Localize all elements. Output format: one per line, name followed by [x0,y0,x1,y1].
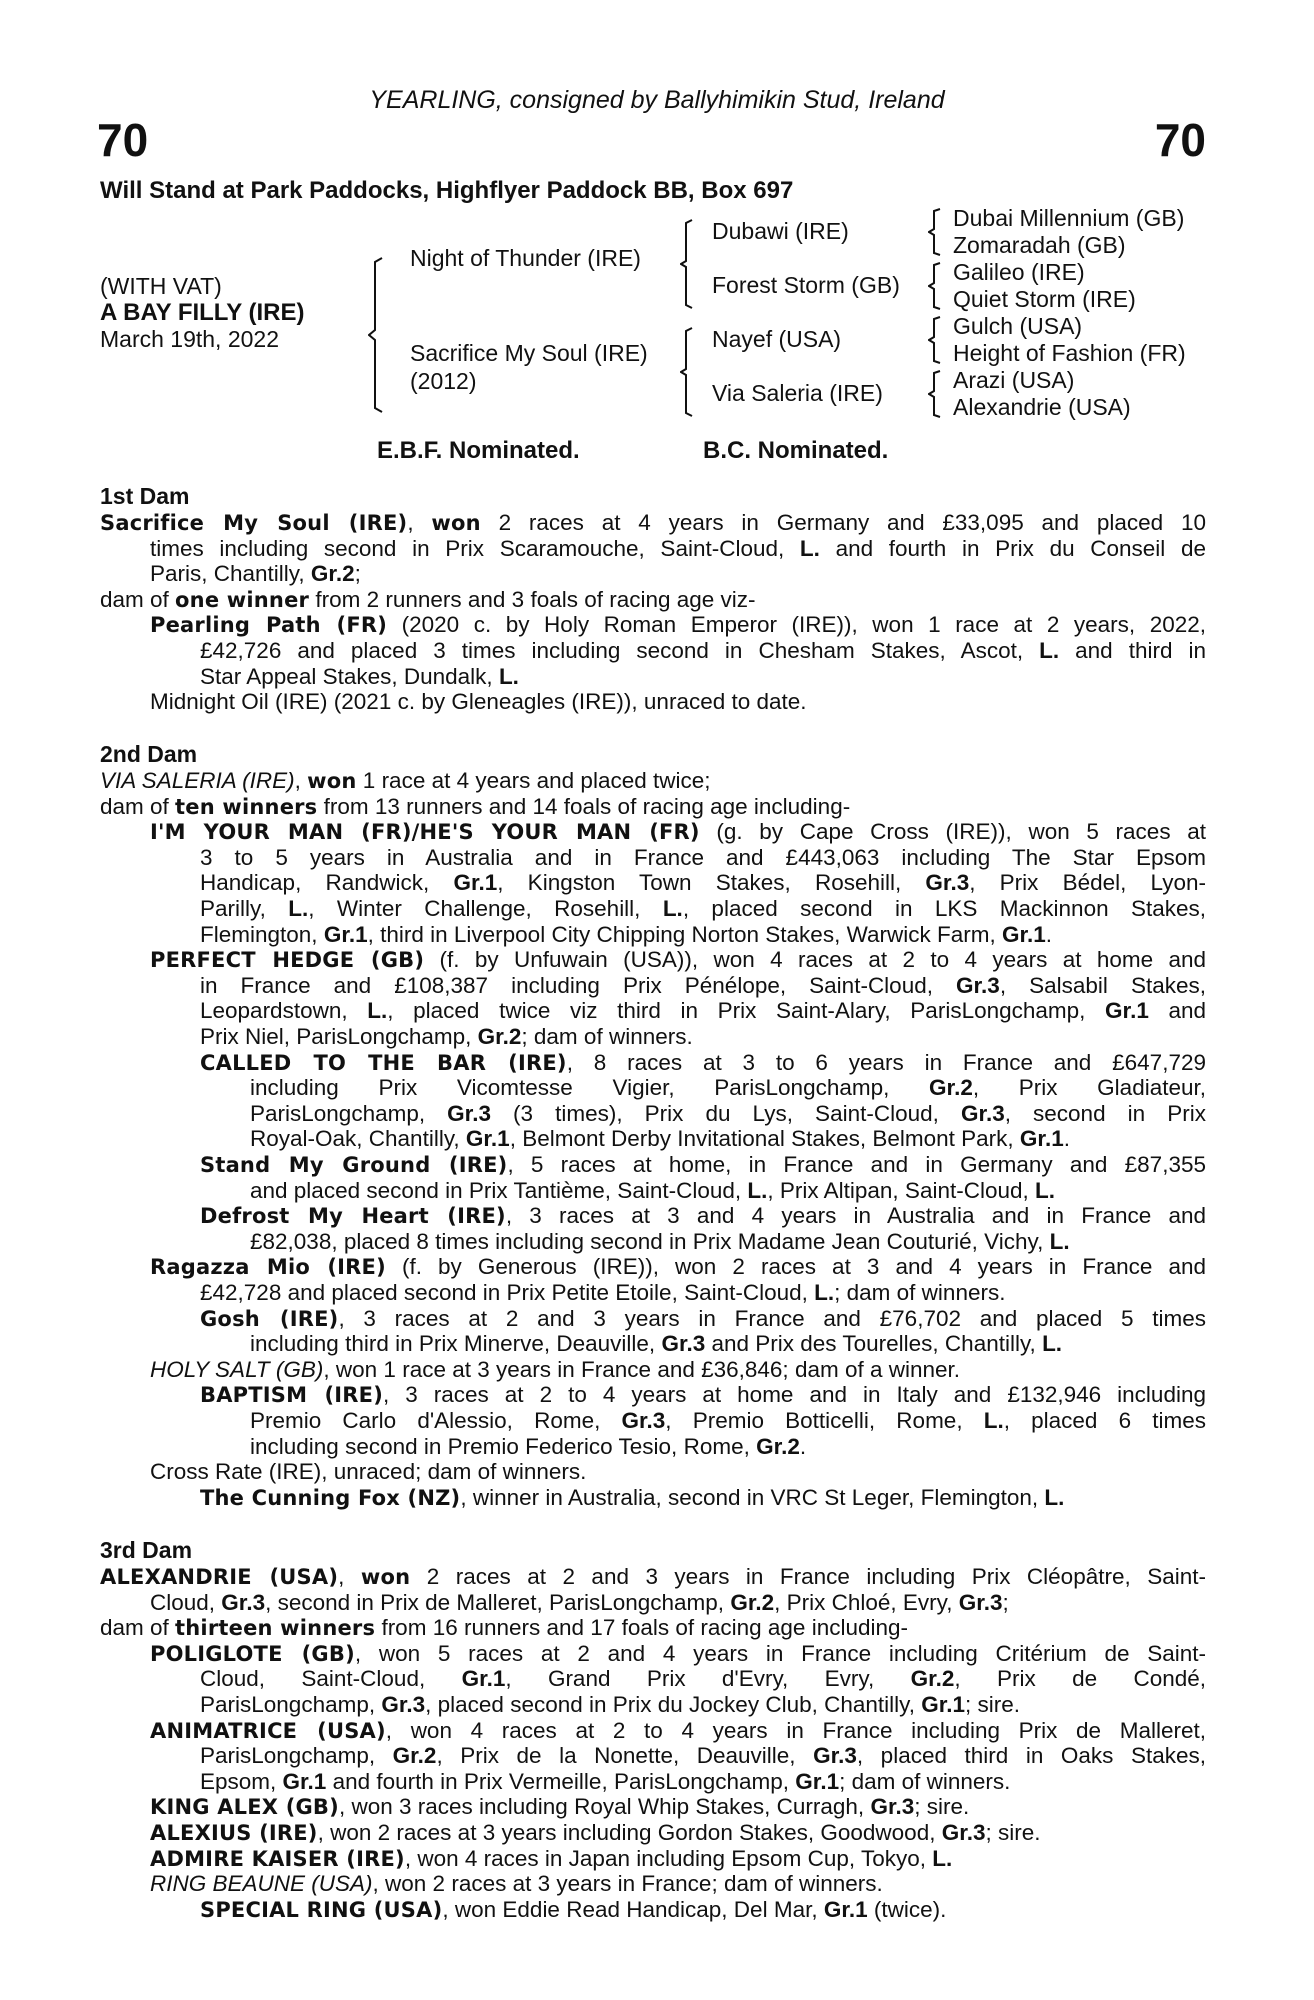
sire-dam: Forest Storm (GB) [712,272,900,298]
text-run: dam of [100,1615,176,1641]
grade-marker: Gr.1 [282,1768,327,1794]
text-run: ParisLongchamp, [200,1692,382,1717]
text-line [200,973,1206,999]
ggp-1: Dubai Millennium (GB) [953,205,1185,231]
sire: Night of Thunder (IRE) [410,245,641,271]
text-run: Epsom, [200,1768,283,1794]
horse-name-bold: ALEXIUS (IRE) [150,1821,318,1845]
text-run: , won 3 races including Royal Whip Stakes, Curragh, [338,1794,871,1820]
foaling-date: March 19th, 2022 [100,326,280,352]
text-run: ; sire. [985,1820,1041,1845]
grade-marker: Gr.3 [447,1100,491,1126]
text-line [100,587,756,614]
grade-marker: Gr.2 [310,561,355,587]
text-line [200,870,1206,896]
text-run: and Prix des Tourelles, Chantilly, [705,1331,1043,1357]
text-run: £42,728 and placed second in Prix Petite Etoile, Saint-Cloud, [200,1280,815,1305]
ggp-8: Alexandrie (USA) [953,394,1131,420]
text-line [150,1590,1009,1616]
horse-name-italic: HOLY SALT (GB) [150,1356,324,1382]
text-line [200,664,519,690]
grade-marker: L. [983,1408,1004,1433]
horse-name-bold: Pearling Path (FR) [150,613,388,638]
text-run: 2 races at 4 years in Germany and £33,095 and placed 10 [480,510,1206,535]
ggp-4: Quiet Storm (IRE) [953,286,1136,312]
text-run: Leopardstown, [200,998,368,1024]
dam2-heading: 2nd Dam [100,741,198,767]
text-run: £42,726 and placed 3 times including second in Chesham Stakes, Ascot, [200,638,1040,663]
text-run: , [294,768,308,793]
text-run: (3 times), Prix du Lys, Saint-Cloud, [490,1100,961,1126]
grade-marker: Gr.3 [381,1692,426,1717]
horse-name-bold: one winner [175,587,310,612]
text-run: (2020 c. by Holy Roman Emperor (IRE)), won 1 race at 2 years, 2022, [387,612,1206,638]
grade-marker: L. [1044,1484,1065,1510]
text-line [100,768,711,795]
text-line [150,819,1206,845]
text-run: , second in Prix de Malleret, ParisLongchamp, [265,1589,731,1615]
text-line [150,1641,1206,1667]
text-run: , winner in Australia, second in VRC St Leger, Flemington, [460,1484,1045,1510]
dam-year: (2012) [410,368,477,394]
text-run: , placed third in Oaks Stakes, [856,1743,1206,1769]
text-line [200,1050,1206,1076]
grade-marker: Gr.1 [921,1692,965,1717]
text-line [200,998,1206,1024]
brace-ggp-2 [928,261,944,311]
text-run: , won 4 races at 2 to 4 years in France including Prix de Malleret, [385,1717,1206,1743]
horse-name-bold: ALEXANDRIE (USA) [100,1565,339,1589]
text-run: , won Eddie Read Handicap, Del Mar, [442,1896,824,1922]
brace-sire [680,218,698,310]
text-run: Cross Rate (IRE), unraced; dam of winners. [150,1459,587,1485]
horse-name-italic: RING BEAUNE (USA) [150,1871,373,1897]
horse-name-bold: won [360,1565,411,1589]
text-line [250,1331,1062,1357]
grade-marker: L. [1039,638,1060,663]
text-run: . [1063,1126,1070,1152]
ggp-5: Gulch (USA) [953,313,1083,339]
text-run: , placed 6 times [1003,1408,1206,1433]
text-line [200,1152,1206,1178]
grade-marker: Gr.2 [756,1433,800,1459]
grade-marker: Gr.3 [221,1589,266,1615]
text-run: , Salsabil Stakes, [999,972,1206,998]
text-run: , placed second in LKS Mackinnon Stakes, [682,896,1206,921]
text-run: , Prix de la Nonette, Deauville, [436,1743,814,1769]
grade-marker: Gr.2 [477,1024,522,1049]
text-line [250,1229,1070,1255]
text-run: , Grand Prix d'Evry, Evry, [505,1666,911,1692]
brace-ggp-1 [928,207,944,257]
text-line [150,947,1206,973]
ggp-6: Height of Fashion (FR) [953,340,1186,366]
text-line [150,1718,1206,1744]
text-line [200,845,1206,871]
text-run: , Prix Chloé, Evry, [774,1589,959,1615]
text-line [250,1126,1070,1152]
text-run: and [1148,998,1206,1024]
horse-name-bold: SPECIAL RING (USA) [200,1897,443,1922]
text-run: ParisLongchamp, [200,1743,393,1769]
text-run: from 2 runners and 3 foals of racing age viz- [309,586,756,612]
text-line [200,922,1052,948]
grade-marker: Gr.3 [941,1820,986,1845]
text-run: (g. by Cape Cross (IRE)), won 5 races at [699,819,1206,845]
grade-marker: Gr.1 [823,1896,868,1922]
horse-name-bold: KING ALEX (GB) [150,1795,339,1820]
horse-name-bold: won [431,511,481,535]
text-run: (twice). [867,1896,947,1922]
grade-marker: Gr.1 [1105,998,1149,1024]
dam1-heading: 1st Dam [100,483,190,509]
ggp-3: Galileo (IRE) [953,259,1085,285]
text-line [200,1666,1206,1692]
text-run: Prix Niel, ParisLongchamp, [200,1024,478,1049]
grade-marker: Gr.2 [392,1743,437,1769]
text-run: , won 5 races at 2 and 4 years in France including Critérium de Saint- [354,1640,1206,1666]
text-run: , 3 races at 2 and 3 years in France and £76,702 and placed 5 times [338,1305,1206,1331]
text-run: and placed second in Prix Tantième, Saint-Cloud, [250,1177,748,1203]
consignment-line: YEARLING, consigned by Ballyhimikin Stud, Ireland [369,86,945,114]
text-line [200,1024,693,1050]
text-line [150,561,361,587]
grade-marker: L. [498,663,519,689]
text-run: , placed twice viz third in Prix Saint-Alary, ParisLongchamp, [387,998,1106,1024]
dam3-heading: 3rd Dam [100,1537,193,1563]
text-run: ; sire. [965,1692,1021,1717]
grade-marker: Gr.2 [730,1589,775,1615]
grade-marker: L. [288,896,309,921]
grade-marker: Gr.1 [461,1666,506,1692]
stand-location: Will Stand at Park Paddocks, Highflyer Paddock BB, Box 697 [100,177,794,204]
horse-name-bold: Ragazza Mio (IRE) [150,1255,386,1280]
horse-name-bold: Sacrifice My Soul (IRE) [100,511,408,535]
grade-marker: Gr.3 [960,1100,1005,1126]
text-run: dam of [100,793,176,819]
grade-marker: Gr.3 [925,870,970,896]
dam: Sacrifice My Soul (IRE) [410,340,648,366]
text-run: including third in Prix Minerve, Deauville, [250,1331,662,1357]
text-line [100,510,1206,536]
text-run: and fourth in Prix du Conseil de [819,535,1206,561]
ggp-7: Arazi (USA) [953,367,1075,393]
text-line [150,1794,969,1821]
text-run: and fourth in Prix Vermeille, ParisLongchamp, [326,1768,796,1794]
grade-marker: L. [1049,1228,1070,1254]
grade-marker: Gr.1 [323,921,368,947]
text-run: , [338,1564,361,1589]
text-run: . [1045,921,1053,947]
text-run: , placed second in Prix du Jockey Club, Chantilly, [425,1692,922,1717]
grade-marker: Gr.3 [958,1589,1003,1615]
horse-name-bold: BAPTISM (IRE) [200,1383,383,1408]
text-run: , Prix de Condé, [954,1666,1206,1692]
grade-marker: L. [367,998,388,1024]
text-run: Flemington, [200,921,324,947]
dam-sire: Nayef (USA) [712,326,842,352]
text-run: Paris, Chantilly, [150,561,311,587]
horse-name-italic: VIA SALERIA (IRE) [100,768,295,793]
text-run: , won 2 races at 3 years including Gordon Stakes, Goodwood, [317,1820,942,1845]
text-run: dam of [100,586,176,612]
text-run: 1 race at 4 years and placed twice; [356,768,711,793]
grade-marker: Gr.1 [465,1126,510,1152]
grade-marker: Gr.3 [813,1743,857,1769]
brace-ggp-4 [928,369,944,419]
text-run: £82,038, placed 8 times including second in Prix Madame Jean Couturié, Vichy, [250,1228,1050,1254]
grade-marker: Gr.1 [1001,921,1046,947]
text-line [200,1897,946,1924]
text-line [100,1564,1206,1590]
text-run: Midnight Oil (IRE) (2021 c. by Gleneagles (IRE)), unraced to date. [150,689,807,715]
grade-marker: L. [1035,1177,1056,1203]
text-run: Cloud, Saint-Cloud, [200,1666,462,1692]
grade-marker: L. [1042,1331,1063,1357]
text-run: from 13 runners and 14 foals of racing age including- [317,793,851,819]
lot-number-left: 70 [97,114,149,166]
grade-marker: Gr.2 [910,1666,955,1692]
text-line [150,1459,586,1485]
text-line [150,1871,883,1897]
text-run: Cloud, [150,1589,222,1615]
grade-marker: L. [747,1177,768,1203]
text-line [250,1178,1055,1204]
text-run: from 16 runners and 17 foals of racing age including- [375,1615,909,1641]
text-line [150,1820,1041,1847]
text-run: times including second in Prix Scaramouche, Saint-Cloud, [150,535,800,561]
text-run: , Kingston Town Stakes, Rosehill, [497,870,926,896]
text-run: including Prix Vicomtesse Vigier, ParisLongchamp, [250,1075,930,1101]
text-run: Royal-Oak, Chantilly, [250,1126,466,1152]
bc-nomination: B.C. Nominated. [703,437,889,464]
text-run: ParisLongchamp, [250,1100,448,1126]
text-run: , [407,510,432,535]
grade-marker: Gr.3 [956,972,1000,998]
text-line [200,638,1206,664]
text-run: ; dam of winners. [834,1280,1006,1305]
text-line [150,536,1206,562]
horse-name-bold: CALLED TO THE BAR (IRE) [200,1050,567,1075]
horse-name-bold: POLIGLOTE (GB) [150,1641,355,1666]
text-run: , won 1 race at 3 years in France and £36,846; dam of a winner. [323,1356,961,1382]
text-run: , Prix Bédel, Lyon- [969,870,1206,896]
vat-note: (WITH VAT) [100,273,222,299]
horse-name: A BAY FILLY (IRE) [100,299,305,326]
dam-dam: Via Saleria (IRE) [712,380,883,406]
lot-number-right: 70 [1154,114,1206,166]
text-run: (f. by Unfuwain (USA)), won 4 races at 2 to 4 years at home and [424,947,1206,973]
text-run: , 5 races at home, in France and in Germany and £87,355 [507,1152,1206,1177]
horse-name-bold: The Cunning Fox (NZ) [200,1485,461,1510]
text-run: , second in Prix [1004,1100,1206,1126]
text-run: , Premio Botticelli, Rome, [665,1408,984,1433]
text-run: 3 to 5 years in Australia and in France and £443,063 including The Star Epsom [200,844,1206,870]
grade-marker: Gr.3 [870,1794,915,1820]
text-run: , 3 races at 2 to 4 years at home and in Italy and £132,946 including [383,1382,1206,1408]
text-line [200,1743,1206,1769]
horse-name-bold: Gosh (IRE) [200,1306,339,1331]
horse-name-bold: thirteen winners [175,1616,376,1641]
grade-marker: Gr.1 [453,870,498,896]
brace-ggp-3 [928,315,944,365]
horse-name-bold: PERFECT HEDGE (GB) [150,948,425,973]
ebf-nomination: E.B.F. Nominated. [377,437,580,464]
text-run: Star Appeal Stakes, Dundalk, [200,663,499,689]
text-run: , won 4 races in Japan including Epsom Cup, Tokyo, [404,1845,933,1871]
text-line [200,1280,1005,1306]
horse-name-bold: ten winners [175,794,318,819]
grade-marker: Gr.1 [795,1768,840,1794]
horse-name-bold: ANIMATRICE (USA) [150,1718,386,1743]
text-run: , Winter Challenge, Rosehill, [308,896,663,921]
text-run: , Prix Altipan, Saint-Cloud, [767,1177,1036,1203]
text-line [200,1306,1206,1332]
grade-marker: L. [662,896,683,921]
grade-marker: Gr.2 [929,1075,973,1101]
text-line [200,1692,1020,1718]
text-run: ; dam of winners. [839,1768,1011,1794]
horse-name-bold: won [307,769,357,793]
text-run: Parilly, [200,896,289,921]
text-run: , 3 races at 3 and 4 years in Australia and in France and [505,1203,1206,1229]
text-line [150,1846,952,1873]
text-run: , won 2 races at 3 years in France; dam of winners. [372,1871,883,1897]
text-line [250,1408,1206,1434]
text-run: , Belmont Derby Invitational Stakes, Belmont Park, [509,1126,1020,1152]
text-run: , 8 races at 3 to 6 years in France and £647,729 [566,1049,1206,1075]
text-line [100,1615,908,1642]
horse-name-bold: Stand My Ground (IRE) [200,1153,508,1177]
grade-marker: Gr.3 [621,1408,666,1433]
text-line [150,1254,1206,1280]
text-line [150,689,807,715]
grade-marker: L. [932,1845,953,1871]
horse-name-bold: Defrost My Heart (IRE) [200,1204,506,1229]
ggp-2: Zomaradah (GB) [953,232,1126,258]
text-run: Premio Carlo d'Alessio, Rome, [250,1408,622,1433]
brace-dam [680,326,698,418]
grade-marker: Gr.3 [661,1331,706,1357]
text-line [250,1101,1206,1127]
grade-marker: L. [814,1280,835,1305]
grade-marker: L. [799,535,820,561]
text-run: including second in Premio Federico Tesio, Rome, [250,1433,757,1459]
text-line [200,1203,1206,1229]
horse-name-bold: I'M YOUR MAN (FR)/HE'S YOUR MAN (FR) [150,820,700,845]
horse-name-bold: ADMIRE KAISER (IRE) [150,1846,405,1871]
text-run: ; sire. [914,1794,970,1820]
grade-marker: Gr.1 [1019,1126,1064,1152]
text-run: (f. by Generous (IRE)), won 2 races at 3 and 4 years in France and [385,1254,1206,1280]
text-line [250,1075,1206,1101]
text-line [200,1769,1010,1795]
text-line [200,1485,1064,1512]
text-run: . [799,1433,807,1459]
text-run: 2 races at 2 and 3 years in France including Prix Cléopâtre, Saint- [410,1564,1206,1589]
text-line [100,794,850,821]
sire-sire: Dubawi (IRE) [712,218,849,244]
text-run: ; dam of winners. [521,1024,693,1049]
text-run: , third in Liverpool City Chipping Norton Stakes, Warwick Farm, [367,921,1002,947]
text-line [150,612,1206,638]
text-run: , Prix Gladiateur, [972,1075,1206,1101]
text-run: in France and £108,387 including Prix Pénélope, Saint-Cloud, [200,972,957,998]
brace-main [368,256,390,414]
text-run: and third in [1059,638,1206,663]
text-run: ; [354,561,361,587]
text-run: Handicap, Randwick, [200,870,454,896]
text-line [200,1382,1206,1408]
text-run: ; [1002,1589,1009,1615]
text-line [200,896,1206,922]
text-line [150,1357,960,1383]
text-line [250,1434,806,1460]
